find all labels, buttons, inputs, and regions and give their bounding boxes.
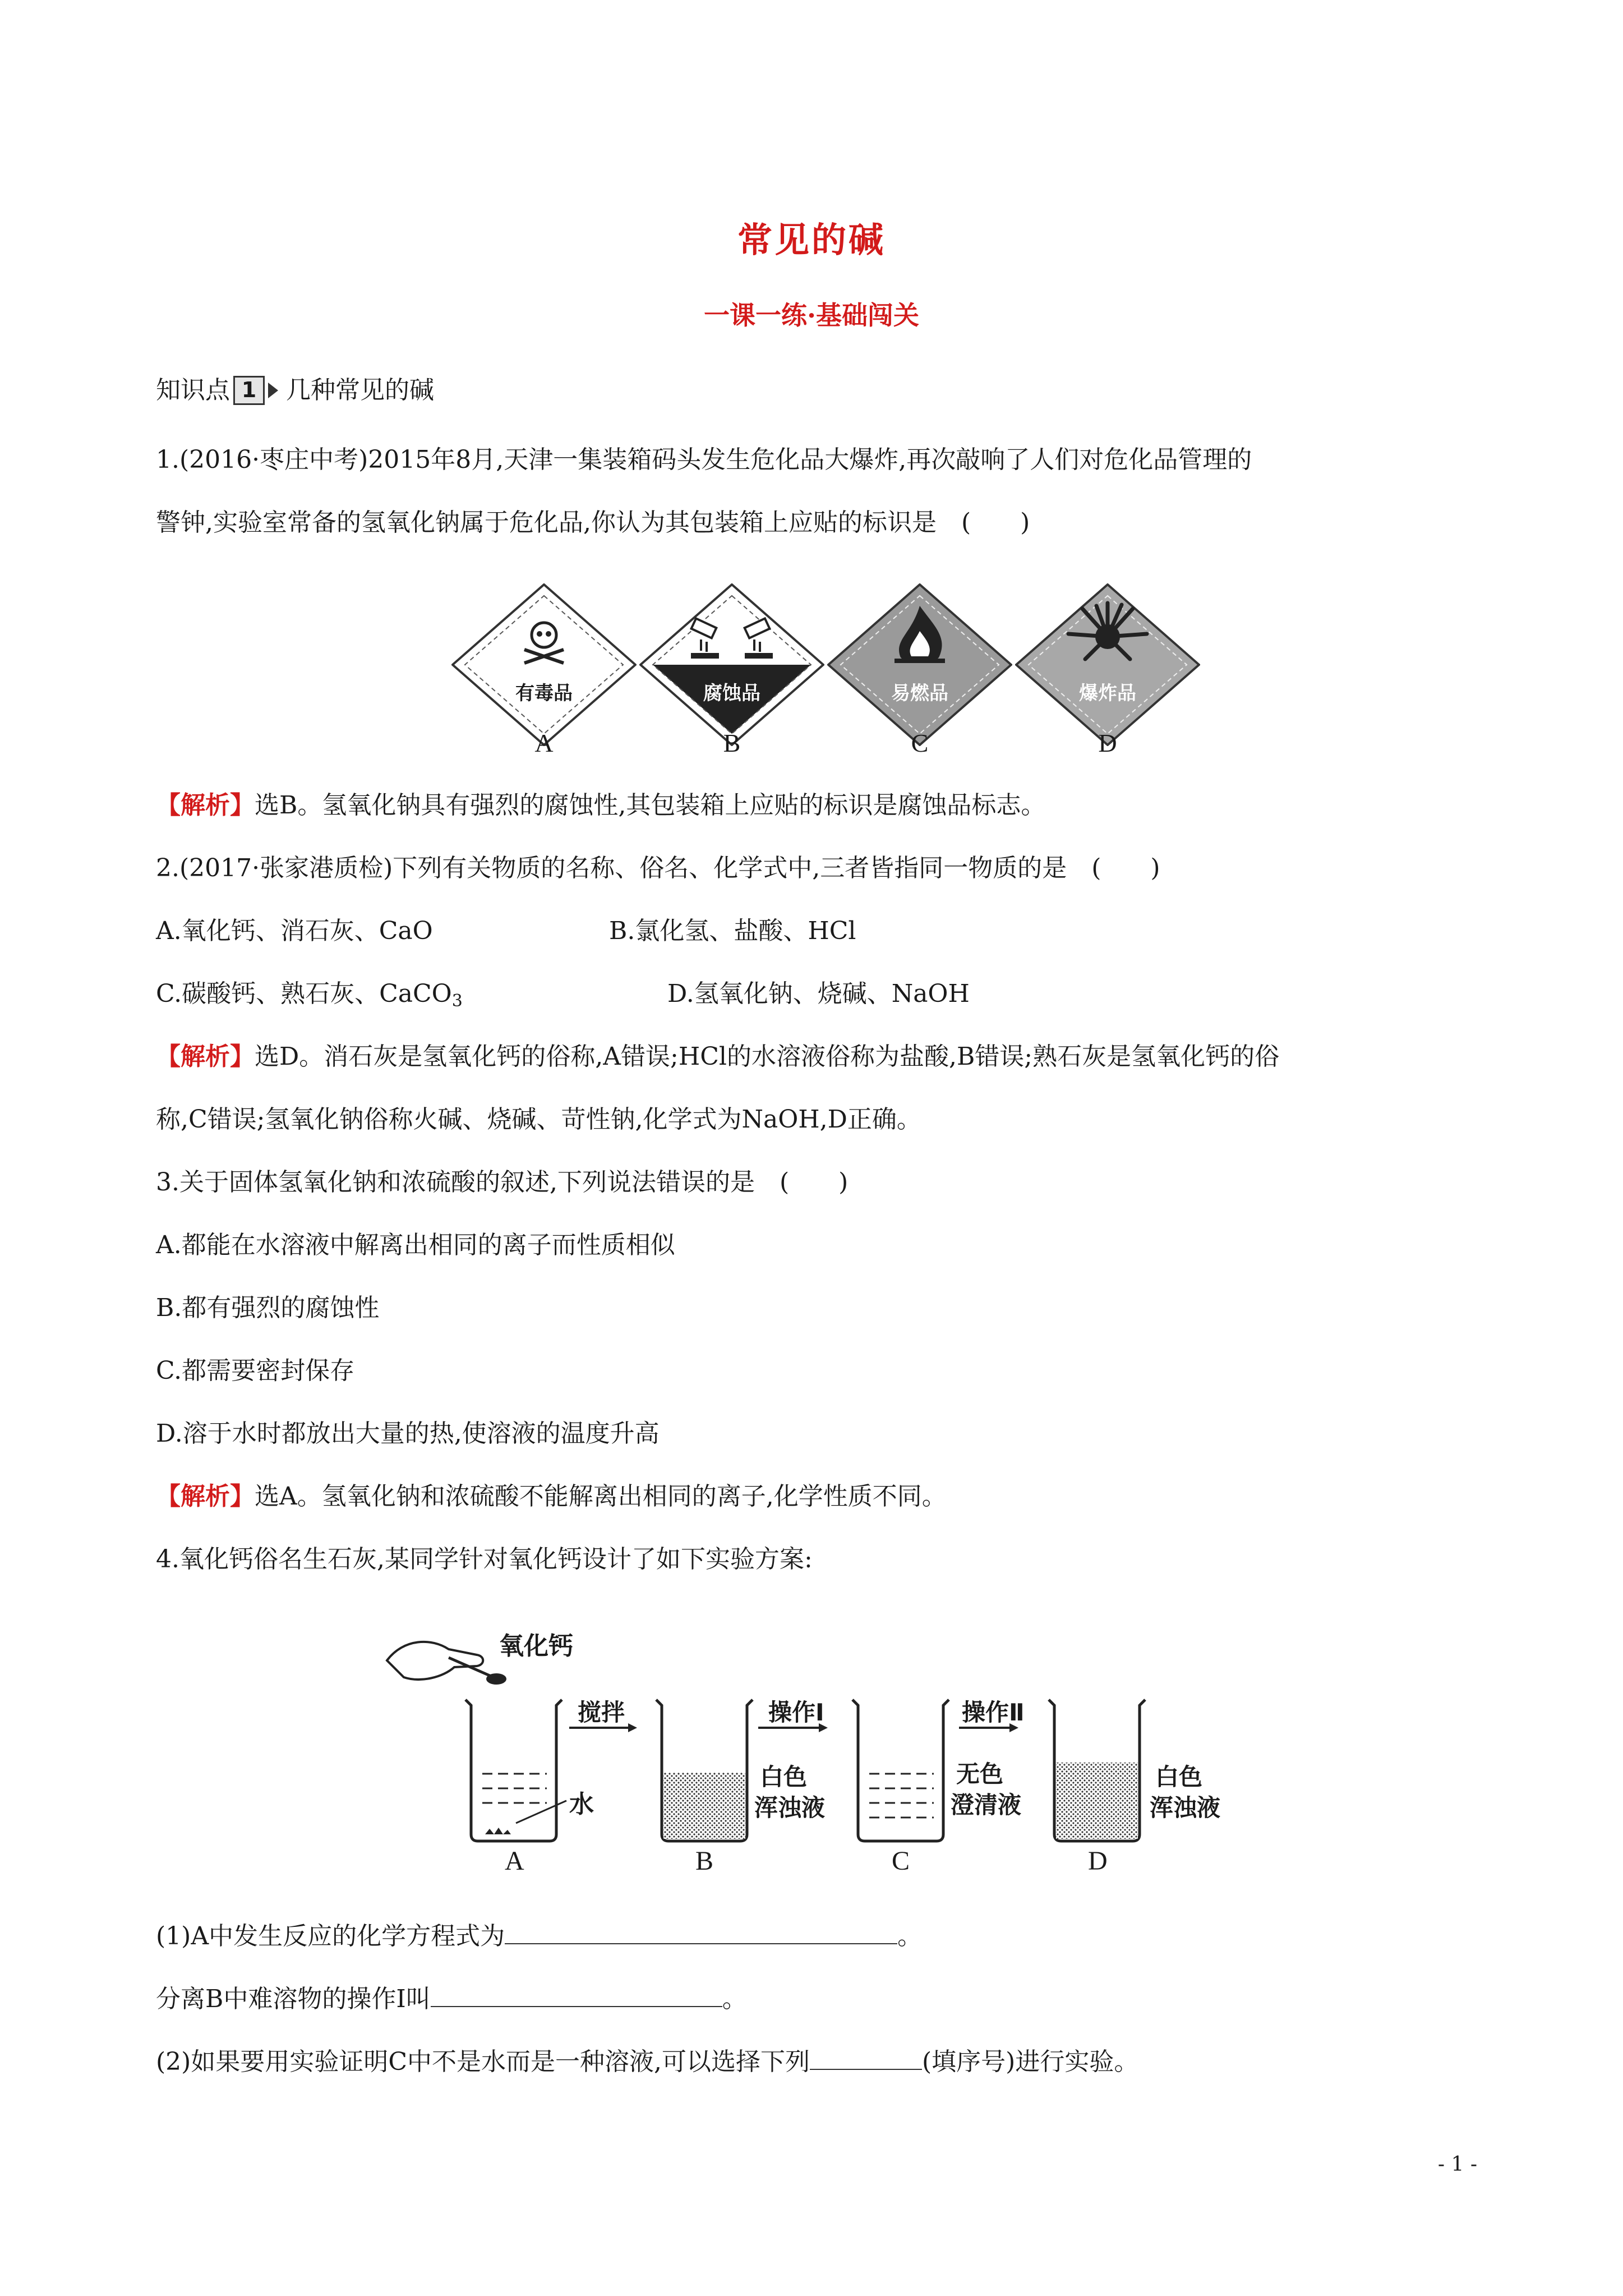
hazard-label: 易燃品 <box>891 682 948 705</box>
q2-stem: 2.(2017·张家港质检)下列有关物质的名称、俗名、化学式中,三者皆指同一物质的是 ( ) <box>156 854 1160 882</box>
beaker-label: 浑浊液 <box>1150 1794 1221 1821</box>
beaker-letter: D <box>1088 1846 1108 1876</box>
step-label: 操作Ⅰ <box>768 1699 824 1726</box>
knowledge-point-prefix: 知识点 <box>156 376 230 404</box>
knowledge-point-number: 1 <box>233 376 265 405</box>
q2-option-c-text: C.碳酸钙、熟石灰、CaCO <box>156 979 452 1008</box>
q3-analysis <box>156 1481 947 1512</box>
hazard-label: 爆炸品 <box>1079 682 1136 705</box>
beaker-letter: B <box>695 1846 714 1876</box>
beaker-label: 浑浊液 <box>754 1794 826 1821</box>
q4-sub1b-end: 。 <box>722 1985 747 2013</box>
analysis-text: 选A。氢氧化钠和浓硫酸不能解离出相同的离子,化学性质不同。 <box>255 1482 947 1511</box>
q4-sub1-text: (1)A中发生反应的化学方程式为 <box>156 1922 505 1950</box>
analysis-tag: 【解析】 <box>156 1482 255 1511</box>
q4-sub2 <box>156 2046 1138 2078</box>
analysis-text: 选D。消石灰是氢氧化钙的俗称,A错误;HCl的水溶液俗称为盐酸,B错误;熟石灰是氢氧化钙的俗 <box>255 1042 1280 1071</box>
q1-stem-line2: 警钟,实验室常备的氢氧化钠属于危化品,你认为其包装箱上应贴的标识是 ( ) <box>156 508 1030 537</box>
beaker-label: 水 <box>569 1790 594 1819</box>
q1-stem-line1: 1.(2016·枣庄中考)2015年8月,天津一集装箱码头发生危化品大爆炸,再次敲响了人们对危化品管理的 <box>156 445 1252 474</box>
beaker-label: 白色 <box>1155 1763 1203 1791</box>
q3-option-b: B.都有强烈的腐蚀性 <box>156 1294 380 1322</box>
hazard-label: 腐蚀品 <box>703 682 760 705</box>
beaker-label: 无色 <box>956 1760 1004 1788</box>
q2-option-d: D.氢氧化钠、烧碱、NaOH <box>667 979 970 1008</box>
q2-option-a: A.氧化钙、消石灰、CaO <box>156 917 433 945</box>
page-subtitle: 一课一练·基础闯关 <box>703 300 919 330</box>
explosion-icon <box>1015 583 1200 746</box>
option-letter: D <box>1098 729 1117 757</box>
q3-option-d: D.溶于水时都放出大量的热,使溶液的温度升高 <box>156 1419 660 1448</box>
q3-stem: 3.关于固体氢氧化钠和浓硫酸的叙述,下列说法错误的是 ( ) <box>156 1168 849 1197</box>
q2-option-c <box>156 978 463 1017</box>
hazard-sign-flammable <box>827 583 1012 746</box>
beaker-letter: A <box>505 1846 524 1876</box>
hazard-sign-corrosive <box>639 583 824 746</box>
page-title: 常见的碱 <box>737 219 886 260</box>
hazard-sign-explosive <box>1015 583 1200 746</box>
beaker-label: 白色 <box>760 1763 808 1791</box>
q4-sub1-end: 。 <box>897 1922 923 1950</box>
beaker-d <box>1049 1700 1145 1841</box>
answer-blank[interactable] <box>431 1984 722 2007</box>
beaker-label: 澄清液 <box>951 1791 1022 1819</box>
q3-option-c: C.都需要密封保存 <box>156 1356 355 1385</box>
answer-blank[interactable] <box>810 2046 922 2070</box>
q4-stem: 4.氧化钙俗名生石灰,某同学针对氧化钙设计了如下实验方案: <box>156 1545 813 1573</box>
beaker-letter: C <box>892 1846 910 1876</box>
q4-sub2-text: (2)如果要用实验证明C中不是水而是一种溶液,可以选择下列 <box>156 2047 810 2076</box>
option-letter: A <box>534 729 554 757</box>
beaker-b <box>656 1700 753 1841</box>
step-label: 搅拌 <box>578 1699 625 1726</box>
q1-analysis <box>156 790 1045 821</box>
hazard-sign-toxic <box>451 583 637 746</box>
flame-icon <box>827 583 1012 746</box>
q4-sub1b <box>156 1984 747 2015</box>
arrow-icon <box>268 383 278 398</box>
knowledge-point-title: 几种常见的碱 <box>286 376 434 404</box>
q2-analysis-line1 <box>156 1041 1279 1073</box>
q3-option-a: A.都能在水溶液中解离出相同的离子而性质相似 <box>156 1231 675 1259</box>
q2-analysis-line2: 称,C错误;氢氧化钠俗称火碱、烧碱、苛性钠,化学式为NaOH,D正确。 <box>156 1105 921 1134</box>
skull-crossbones-icon <box>451 583 637 746</box>
analysis-text: 选B。氢氧化钠具有强烈的腐蚀性,其包装箱上应贴的标识是腐蚀品标志。 <box>255 791 1046 820</box>
analysis-tag: 【解析】 <box>156 1042 255 1071</box>
knowledge-point-heading <box>156 375 434 406</box>
q4-sub1b-text: 分离B中难溶物的操作Ⅰ叫 <box>156 1985 431 2013</box>
beaker-c <box>852 1700 949 1841</box>
answer-blank[interactable] <box>505 1921 897 1944</box>
step-label: 操作Ⅱ <box>962 1699 1025 1726</box>
q4-sub2-end: (填序号)进行实验。 <box>921 2047 1139 2076</box>
analysis-tag: 【解析】 <box>156 791 255 820</box>
page-number: - 1 - <box>1437 2153 1477 2176</box>
option-letter: C <box>911 729 929 757</box>
hazard-label: 有毒品 <box>515 682 573 705</box>
beaker-a <box>465 1700 566 1841</box>
q4-sub1 <box>156 1921 922 1952</box>
corrosive-icon <box>639 583 824 746</box>
subscript: 3 <box>451 991 463 1011</box>
reagent-label: 氧化钙 <box>499 1632 573 1660</box>
experiment-diagram <box>381 1616 1256 1879</box>
q2-option-b: B.氯化氢、盐酸、HCl <box>609 917 856 945</box>
option-letter: B <box>723 729 741 757</box>
